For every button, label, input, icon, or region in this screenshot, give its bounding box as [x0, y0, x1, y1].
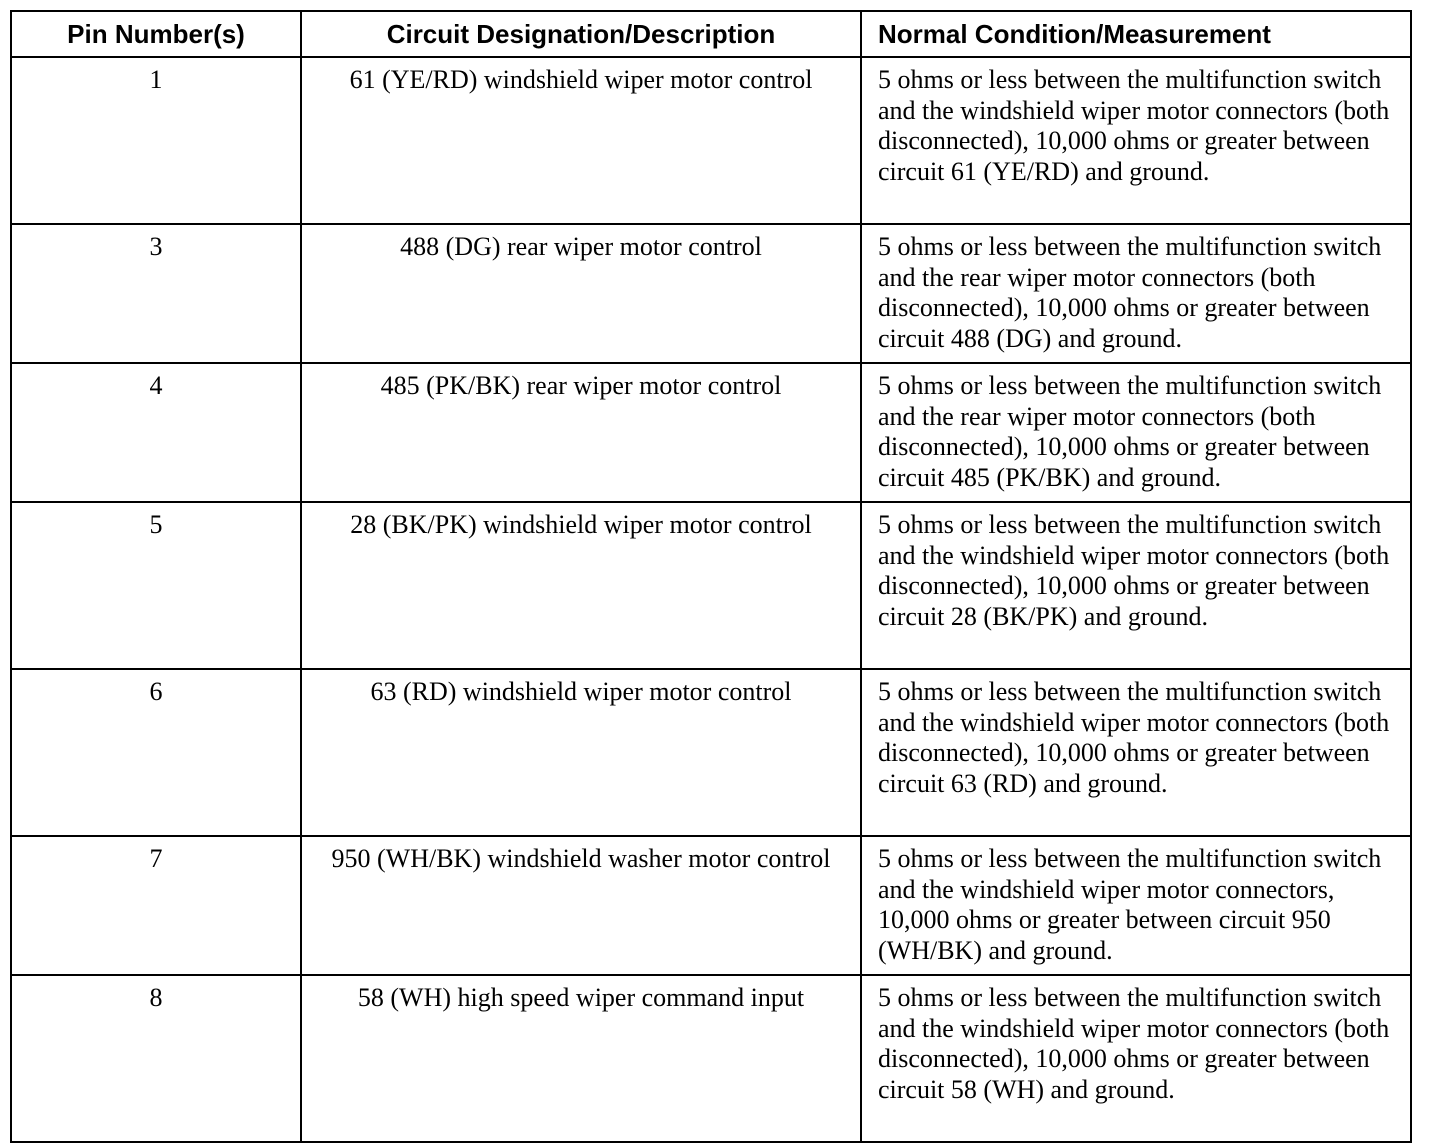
pin-number-cell: 7: [11, 836, 301, 975]
condition-cell: 5 ohms or less between the multifunction switch and the windshield wiper motor connectors, 10,000 ohms or greater between circuit 950 (WH/BK) and ground.: [861, 836, 1411, 975]
pin-number-cell: 1: [11, 57, 301, 224]
header-circuit-designation: Circuit Designation/Description: [301, 11, 861, 57]
header-normal-condition: Normal Condition/Measurement: [861, 11, 1411, 57]
circuit-description-cell: 485 (PK/BK) rear wiper motor control: [301, 363, 861, 502]
condition-cell: 5 ohms or less between the multifunction switch and the windshield wiper motor connectors (both disconnected), 10,000 ohms or greater between circuit 63 (RD) and ground.: [861, 669, 1411, 836]
circuit-description-cell: 950 (WH/BK) windshield washer motor control: [301, 836, 861, 975]
table-row: [11, 836, 1411, 975]
pin-number-cell: 6: [11, 669, 301, 836]
table-row: [11, 224, 1411, 363]
circuit-description-cell: 63 (RD) windshield wiper motor control: [301, 669, 861, 836]
circuit-description-cell: 61 (YE/RD) windshield wiper motor control: [301, 57, 861, 224]
pin-test-table: [10, 10, 1412, 1143]
condition-cell: 5 ohms or less between the multifunction switch and the rear wiper motor connectors (both disconnected), 10,000 ohms or greater between circuit 485 (PK/BK) and ground.: [861, 363, 1411, 502]
table-row: [11, 502, 1411, 669]
condition-cell: 5 ohms or less between the multifunction switch and the windshield wiper motor connectors (both disconnected), 10,000 ohms or greater between circuit 61 (YE/RD) and ground.: [861, 57, 1411, 224]
condition-cell: 5 ohms or less between the multifunction switch and the windshield wiper motor connectors (both disconnected), 10,000 ohms or greater between circuit 58 (WH) and ground.: [861, 975, 1411, 1142]
pin-number-cell: 5: [11, 502, 301, 669]
circuit-description-cell: 488 (DG) rear wiper motor control: [301, 224, 861, 363]
table-row: [11, 57, 1411, 224]
table-header-row: [11, 11, 1411, 57]
pin-number-cell: 8: [11, 975, 301, 1142]
table-row: [11, 363, 1411, 502]
table-row: [11, 669, 1411, 836]
condition-cell: 5 ohms or less between the multifunction switch and the windshield wiper motor connectors (both disconnected), 10,000 ohms or greater between circuit 28 (BK/PK) and ground.: [861, 502, 1411, 669]
circuit-description-cell: 58 (WH) high speed wiper command input: [301, 975, 861, 1142]
table-row: [11, 975, 1411, 1142]
pin-number-cell: 3: [11, 224, 301, 363]
pin-number-cell: 4: [11, 363, 301, 502]
circuit-description-cell: 28 (BK/PK) windshield wiper motor control: [301, 502, 861, 669]
condition-cell: 5 ohms or less between the multifunction switch and the rear wiper motor connectors (both disconnected), 10,000 ohms or greater between circuit 488 (DG) and ground.: [861, 224, 1411, 363]
header-pin-numbers: Pin Number(s): [11, 11, 301, 57]
